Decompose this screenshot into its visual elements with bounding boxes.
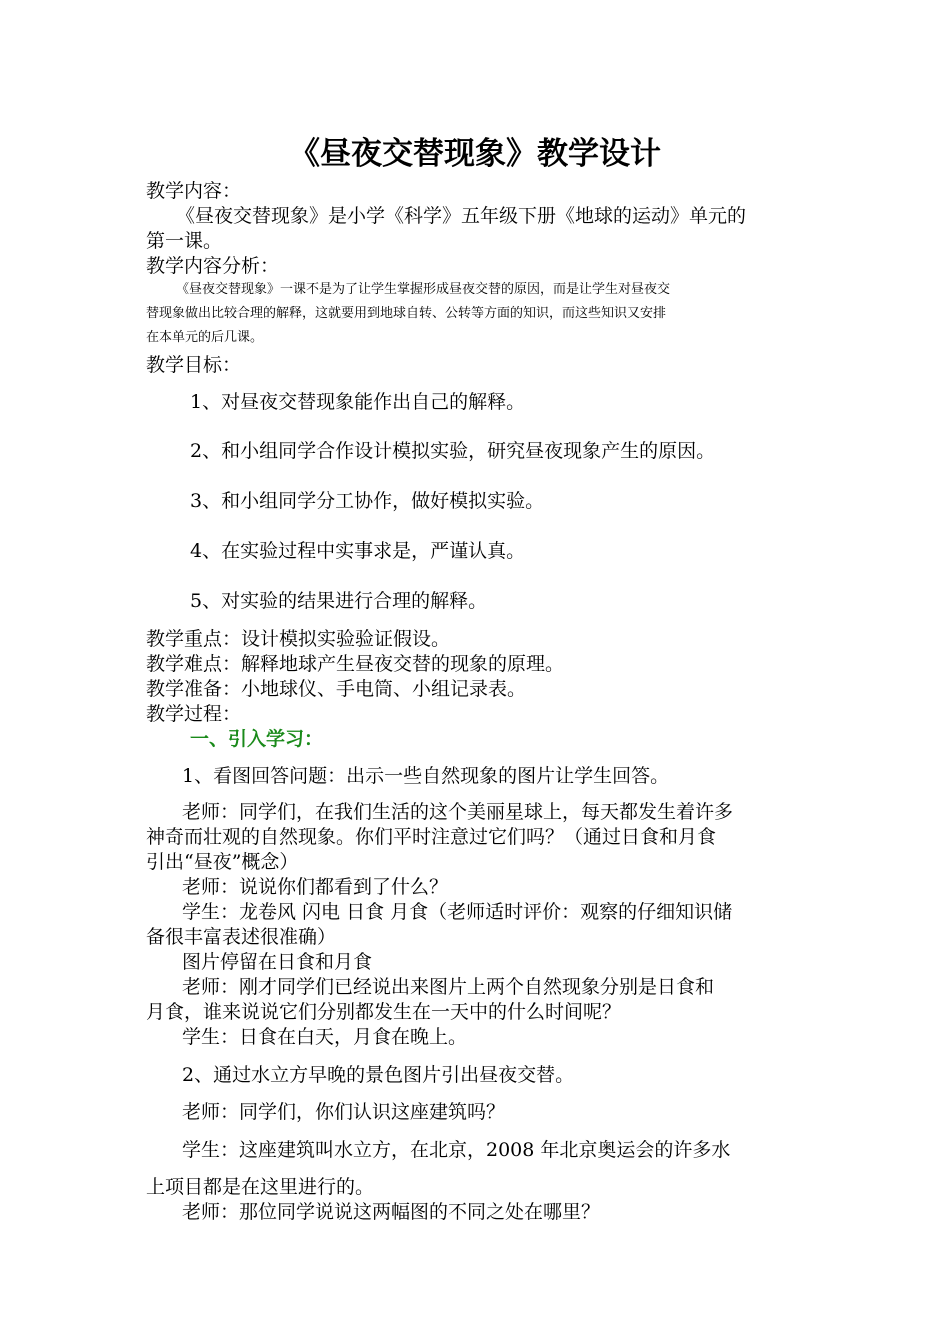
body-line: 老师：那位同学说说这两幅图的不同之处在哪里？ [182,1201,601,1223]
body-line: 老师：同学们，你们认识这座建筑吗？ [182,1101,506,1123]
analysis-line: 《昼夜交替现象》一课不是为了让学生掌握形成昼夜交替的原因，而是让学生对昼夜交 [176,282,671,297]
body-line: 2、通过水立方早晚的景色图片引出昼夜交替。 [182,1064,575,1086]
body-line: 引出“昼夜”概念） [146,851,299,873]
body-line: 学生：龙卷风 闪电 日食 月食（老师适时评价：观察的仔细知识储 [182,901,733,923]
body-line: 老师：说说你们都看到了什么？ [182,876,449,898]
process-heading: 教学过程： [146,703,242,725]
body-line: 学生：这座建筑叫水立方，在北京，2008 年北京奥运会的许多水 [182,1139,731,1161]
content-line: 《昼夜交替现象》是小学《科学》五年级下册《地球的运动》单元的 [176,205,747,227]
body-line: 1、看图回答问题：出示一些自然现象的图片让学生回答。 [182,765,670,787]
body-line: 神奇而壮观的自然现象。你们平时注意过它们吗？（通过日食和月食 [146,826,717,848]
key-point: 教学重点：设计模拟实验验证假设。 [146,628,451,650]
goal-item: 2、和小组同学合作设计模拟实验，研究昼夜现象产生的原因。 [190,440,716,462]
analysis-heading: 教学内容分析： [146,255,280,277]
content-heading: 教学内容： [146,180,242,202]
body-line: 老师：同学们，在我们生活的这个美丽星球上，每天都发生着许多 [182,801,734,823]
goals-heading: 教学目标： [146,354,242,376]
section-heading: 一、引入学习： [190,728,324,750]
goal-item: 4、在实验过程中实事求是，严谨认真。 [190,540,526,562]
body-line: 月食，谁来说说它们分别都发生在一天中的什么时间呢？ [146,1001,622,1023]
body-line: 图片停留在日食和月食 [182,951,373,973]
document-title: 《昼夜交替现象》教学设计 [289,136,661,172]
content-line: 第一课。 [146,230,223,252]
goal-item: 5、对实验的结果进行合理的解释。 [190,590,488,612]
preparation: 教学准备：小地球仪、手电筒、小组记录表。 [146,678,527,700]
analysis-line: 在本单元的后几课。 [146,330,264,345]
goal-item: 1、对昼夜交替现象能作出自己的解释。 [190,391,526,413]
body-line: 学生：日食在白天，月食在晚上。 [182,1026,468,1048]
body-line: 老师：刚才同学们已经说出来图片上两个自然现象分别是日食和 [182,976,715,998]
analysis-line: 替现象做出比较合理的解释，这就要用到地球自转、公转等方面的知识，而这些知识又安排 [146,306,667,321]
goal-item: 3、和小组同学分工协作，做好模拟实验。 [190,490,545,512]
body-line: 上项目都是在这里进行的。 [146,1176,375,1198]
body-line: 备很丰富表述很准确） [146,926,337,948]
difficulty: 教学难点：解释地球产生昼夜交替的现象的原理。 [146,653,565,675]
